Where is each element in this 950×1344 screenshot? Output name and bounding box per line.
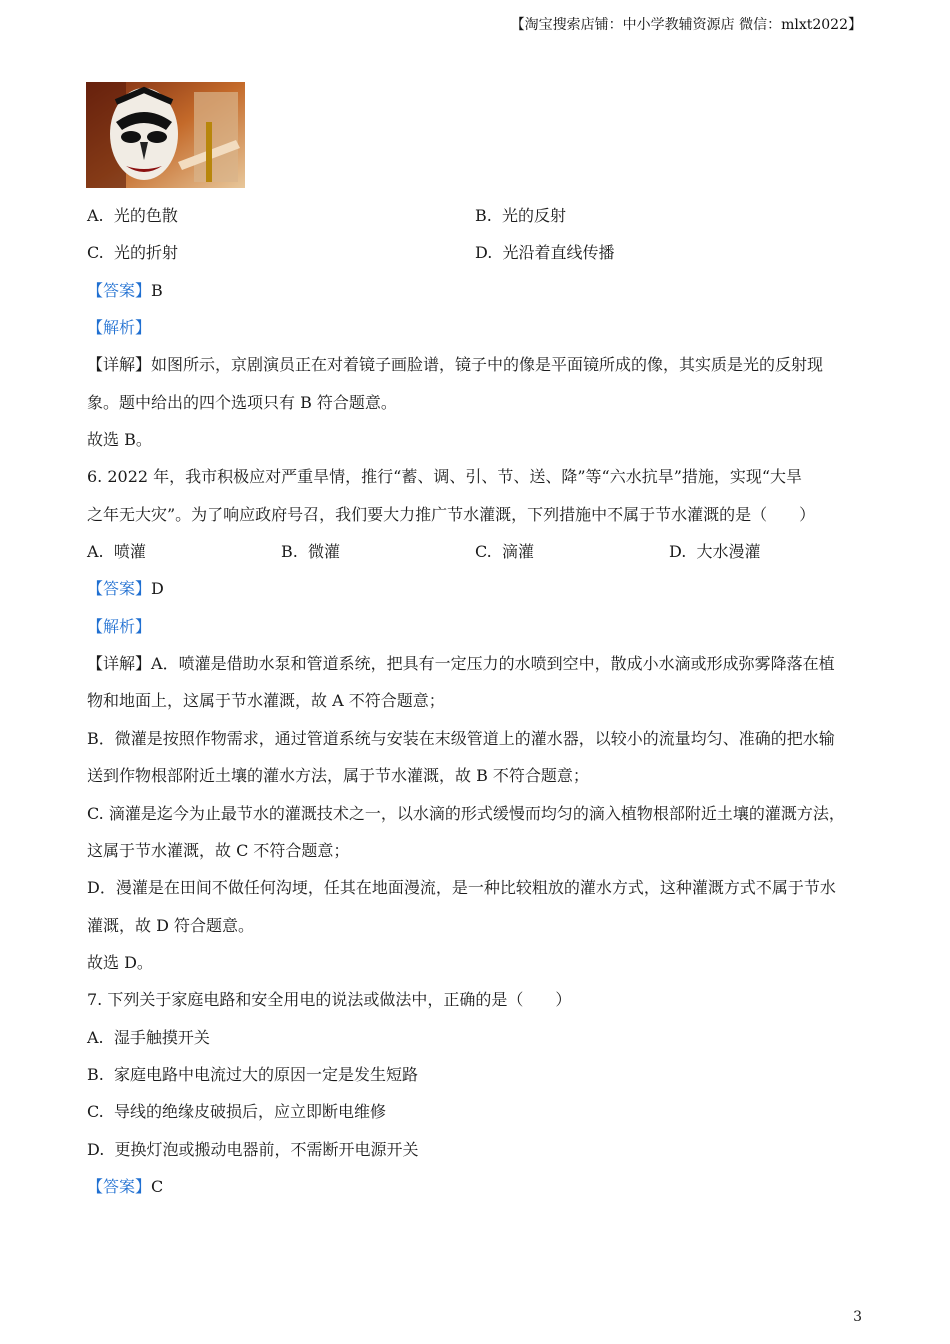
q6-detail-line-1: 【详解】A．喷灌是借助水泵和管道系统，把具有一定压力的水喷到空中，散成小水滴或形成弥雾降落在植 (87, 654, 835, 673)
q5-option-c: C. 光的折射 (87, 243, 178, 262)
q7-option-c: C. 导线的绝缘皮破损后，应立即断电维修 (87, 1102, 386, 1121)
q7-option-d: D. 更换灯泡或搬动电器前，不需断开电源开关 (87, 1140, 419, 1159)
q5-analysis-label: 【解析】 (87, 318, 152, 337)
page-number: 3 (853, 1309, 862, 1325)
q5-detail-line-2: 象。题中给出的四个选项只有 B 符合题意。 (87, 393, 397, 412)
q7-option-a: A. 湿手触摸开关 (87, 1028, 210, 1047)
q7-stem: 7. 下列关于家庭电路和安全用电的说法或做法中，正确的是（ ） (87, 990, 572, 1009)
q6-stem-line-2: 之年无大灾”。为了响应政府号召，我们要大力推广节水灌溉，下列措施中不属于节水灌溉的是（ ） (87, 505, 816, 524)
q6-detail-line-8: 灌溉，故 D 符合题意。 (87, 916, 255, 935)
q5-option-a: A. 光的色散 (87, 206, 178, 225)
q6-stem-line-1: 6. 2022 年，我市积极应对严重旱情，推行“蓄、调、引、节、送、降”等“六水抗旱”措施，实现“大旱 (87, 467, 803, 486)
q5-choose: 故选 B。 (87, 430, 152, 449)
q6-detail-line-2: 物和地面上，这属于节水灌溉，故 A 不符合题意； (87, 691, 445, 710)
q6-detail-line-4: 送到作物根部附近土壤的灌水方法，属于节水灌溉，故 B 不符合题意； (87, 766, 589, 785)
q6-analysis-label: 【解析】 (87, 617, 152, 636)
q6-answer: 【答案】D (87, 579, 164, 598)
q5-option-d: D. 光沿着直线传播 (475, 243, 615, 262)
q5-option-b: B. 光的反射 (475, 206, 567, 225)
q6-option-d: D. 大水漫灌 (669, 542, 761, 561)
q6-option-a: A. 喷灌 (87, 542, 146, 561)
q7-answer: 【答案】C (87, 1177, 164, 1196)
q5-detail-line-1: 【详解】如图所示，京剧演员正在对着镜子画脸谱，镜子中的像是平面镜所成的像，其实质是光的反射现 (87, 355, 824, 374)
opera-mirror-photo (86, 82, 245, 188)
q6-detail-line-6: 这属于节水灌溉，故 C 不符合题意； (87, 841, 350, 860)
q6-option-c: C. 滴灌 (475, 542, 534, 561)
q5-answer: 【答案】B (87, 281, 163, 300)
q6-option-b: B. 微灌 (281, 542, 341, 561)
q6-choose: 故选 D。 (87, 953, 153, 972)
q6-detail-line-5: C. 滴灌是迄今为止最节水的灌溉技术之一，以水滴的形式缓慢而均匀的滴入植物根部附近土壤的灌溉方法， (87, 804, 845, 823)
page-header: 【淘宝搜索店铺：中小学教辅资源店 微信：mlxt2022】 (510, 17, 862, 33)
q6-detail-line-7: D．漫灌是在田间不做任何沟埂，任其在地面漫流，是一种比较粗放的灌水方式，这种灌溉方式不属于节水 (87, 878, 836, 897)
q7-option-b: B. 家庭电路中电流过大的原因一定是发生短路 (87, 1065, 419, 1084)
q6-detail-line-3: B．微灌是按照作物需求，通过管道系统与安装在末级管道上的灌水器，以较小的流量均匀、准确的把水输 (87, 729, 835, 748)
